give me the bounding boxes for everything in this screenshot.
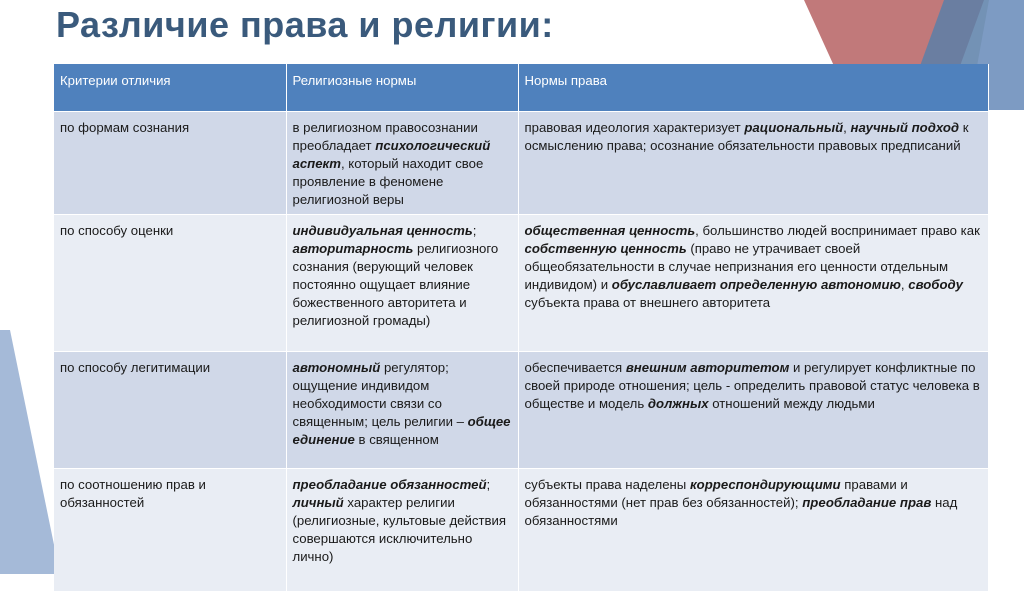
emphasis-text: рациональный <box>744 120 843 135</box>
emphasis-text: преобладание обязанностей <box>293 477 487 492</box>
cell-text: , <box>901 277 908 292</box>
cell-text: , большинство людей воспринимает право как <box>695 223 980 238</box>
emphasis-text: корреспондирующими <box>690 477 841 492</box>
page-title: Различие права и религии: <box>56 4 554 46</box>
table-row <box>54 352 988 469</box>
cell-text: регулятор; ощущение индивидом необходимости связи со священным; цель религии – <box>293 360 468 429</box>
cell-text: , который находит свое проявление в феномене религиозной веры <box>293 156 484 207</box>
emphasis-text: авторитарность <box>293 241 414 256</box>
criterion-cell: по соотношению прав и обязанностей <box>54 469 286 591</box>
religious-cell <box>286 215 518 352</box>
emphasis-text: общее единение <box>293 414 511 447</box>
law-cell <box>518 352 988 469</box>
emphasis-text: автономный <box>293 360 381 375</box>
cell-text: к осмыслению права; осознание обязательности правовых предписаний <box>525 120 969 153</box>
cell-text: обеспечивается <box>525 360 626 375</box>
emphasis-text: преобладание прав <box>802 495 931 510</box>
cell-text: и регулирует конфликтные по своей природе отношения; цель - определить правовой статус человека в обществе и модель <box>525 360 980 411</box>
cell-text: религиозного сознания (верующий человек постоянно ощущает влияние божественного авторитета и религиозной громады) <box>293 241 499 328</box>
law-cell <box>518 215 988 352</box>
emphasis-text: обуславливает определенную автономию <box>612 277 901 292</box>
table-row <box>54 215 988 352</box>
criterion-cell: по формам сознания <box>54 112 286 215</box>
header-law-norms: Нормы права <box>518 64 988 112</box>
cell-text: отношений между людьми <box>709 396 875 411</box>
religious-cell <box>286 352 518 469</box>
decorative-shapes-bottom-left <box>0 330 60 574</box>
law-cell <box>518 112 988 215</box>
cell-text: ; <box>473 223 477 238</box>
cell-text: субъекта права от внешнего авторитета <box>525 295 771 310</box>
header-religious-norms: Религиозные нормы <box>286 64 518 112</box>
emphasis-text: личный <box>293 495 344 510</box>
comparison-table <box>54 64 989 591</box>
cell-text: , <box>843 120 850 135</box>
emphasis-text: свободу <box>908 277 963 292</box>
cell-text: правами и обязанностями (нет прав без обязанностей); <box>525 477 908 510</box>
emphasis-text: психологический аспект <box>293 138 491 171</box>
cell-text: над обязанностями <box>525 495 958 528</box>
table-header-row <box>54 64 988 112</box>
emphasis-text: научный подход <box>850 120 959 135</box>
table-row <box>54 469 988 591</box>
cell-text: в религиозном правосознании преобладает <box>293 120 478 153</box>
emphasis-text: индивидуальная ценность <box>293 223 473 238</box>
religious-cell <box>286 112 518 215</box>
header-criteria: Критерии отличия <box>54 64 286 112</box>
emphasis-text: должных <box>648 396 709 411</box>
cell-text: (право не утрачивает своей общеобязательности в случае непризнания его ценности отдельным индивидом) и <box>525 241 949 292</box>
cell-text: субъекты права наделены <box>525 477 690 492</box>
emphasis-text: собственную ценность <box>525 241 687 256</box>
criterion-cell: по способу легитимации <box>54 352 286 469</box>
cell-text: характер религии (религиозные, культовые действия совершаются исключительно лично) <box>293 495 507 564</box>
emphasis-text: внешним авторитетом <box>626 360 790 375</box>
emphasis-text: общественная ценность <box>525 223 696 238</box>
table-row <box>54 112 988 215</box>
religious-cell <box>286 469 518 591</box>
cell-text: в священном <box>355 432 439 447</box>
criterion-cell: по способу оценки <box>54 215 286 352</box>
cell-text: ; <box>487 477 491 492</box>
cell-text: правовая идеология характеризует <box>525 120 745 135</box>
law-cell <box>518 469 988 591</box>
